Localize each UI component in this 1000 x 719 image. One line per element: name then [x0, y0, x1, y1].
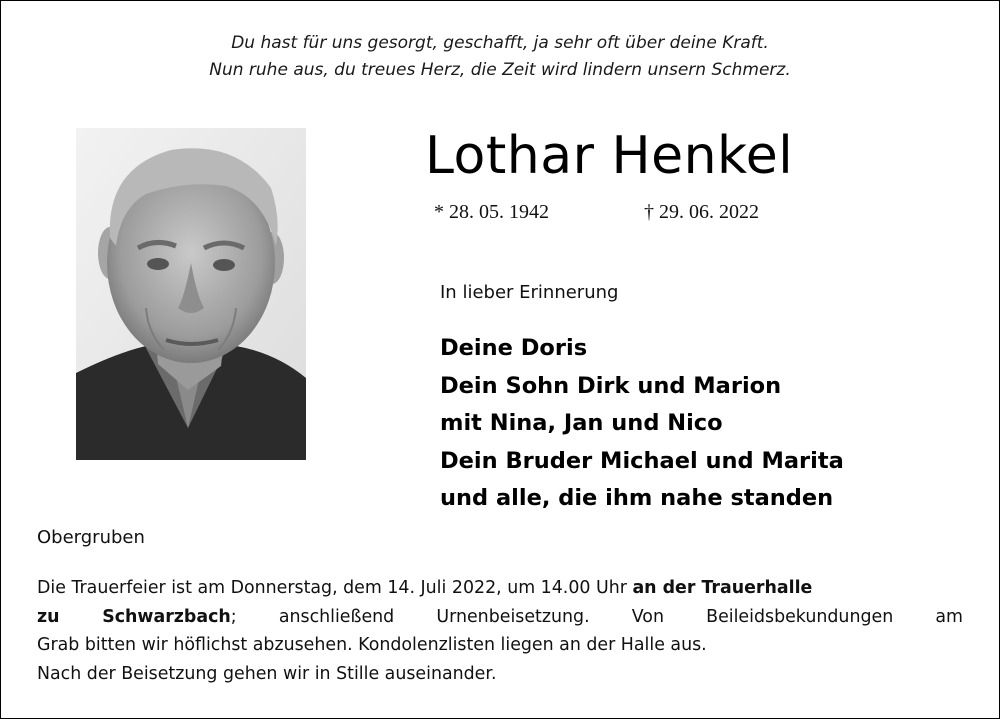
mourners-list	[440, 330, 844, 518]
memorial-quote	[0, 30, 1000, 84]
memory-text: In lieber Erinnerung	[440, 282, 619, 303]
portrait-photo	[76, 128, 306, 460]
notice-text: ; anschließend Urnenbeisetzung. Von Beileidsbekundungen am	[230, 606, 963, 627]
notice-line-1	[37, 574, 963, 603]
notice-venue: an der Trauerhalle	[632, 578, 813, 598]
quote-line-1: Du hast für uns gesorgt, geschafft, ja sehr oft über deine Kraft.	[231, 33, 769, 53]
mourner-line: Dein Sohn Dirk und Marion	[440, 372, 782, 399]
notice-line-3: Grab bitten wir höflichst abzusehen. Kondolenzlisten liegen an der Halle aus.	[37, 635, 707, 656]
birth-date: * 28. 05. 1942	[434, 201, 549, 223]
deceased-name: Lothar Henkel	[425, 126, 794, 186]
place-name: Obergruben	[37, 527, 145, 548]
mourner-line: Dein Bruder Michael und Marita	[440, 447, 844, 474]
funeral-notice	[37, 574, 963, 689]
mourner-line: Deine Doris	[440, 335, 588, 361]
mourner-line: und alle, die ihm nahe standen	[440, 485, 834, 511]
notice-text: Die Trauerfeier ist am Donnerstag, dem 14. Juli 2022, um 14.00 Uhr	[37, 578, 633, 598]
notice-venue-place: zu Schwarzbach	[37, 606, 231, 627]
quote-line-2: Nun ruhe aus, du treues Herz, die Zeit wird lindern unsern Schmerz.	[209, 60, 791, 80]
notice-line-2	[37, 603, 963, 632]
death-date: † 29. 06. 2022	[644, 201, 759, 223]
mourner-line: mit Nina, Jan und Nico	[440, 410, 723, 436]
notice-line-4: Nach der Beisetzung gehen wir in Stille auseinander.	[37, 664, 497, 685]
